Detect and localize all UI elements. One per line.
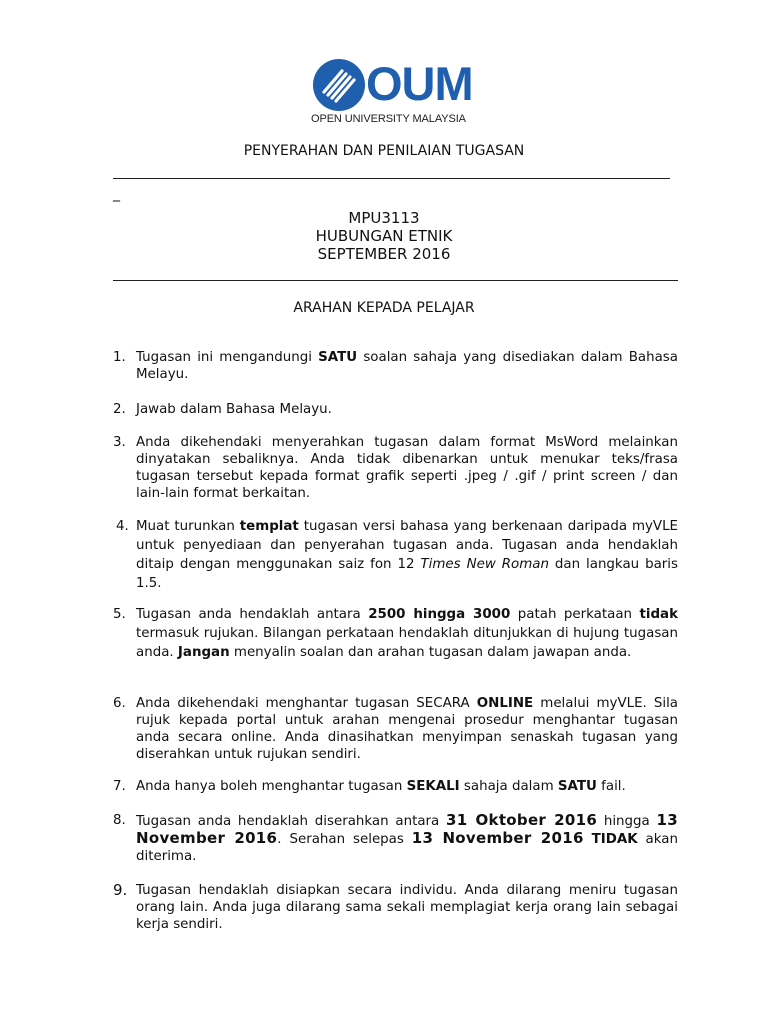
oum-emblem-icon — [312, 58, 366, 112]
instruction-text: Anda dikehendaki menghantar tugasan SECARA ONLINE melalui myVLE. Sila rujuk kepada portal untuk arahan mengenai prosedur menghantar tugasan anda secara online. Anda dinasihatkan menyimpan senaskah tugasan yang diserahkan untuk rujukan sendiri. — [136, 696, 678, 762]
instruction-text: Jawab dalam Bahasa Melayu. — [136, 402, 332, 417]
instruction-8 — [113, 812, 678, 865]
instruction-1 — [113, 349, 678, 383]
instruction-text: Tugasan anda hendaklah antara 2500 hingga 3000 patah perkataan tidak termasuk rujukan. Bilangan perkataan hendaklah ditunjukkan di hujung tugasan anda. Jangan menyalin soalan dan arahan tugasan dalam jawapan anda. — [136, 607, 678, 660]
instruction-number: 2. — [113, 402, 126, 417]
instruction-number: 7. — [113, 779, 126, 794]
instruction-number: 6. — [113, 696, 126, 711]
instruction-text: Tugasan anda hendaklah diserahkan antara 31 Oktober 2016 hingga 13 November 2016. Serahan selepas 13 November 2016 TIDAK akan diterima. — [136, 811, 678, 864]
instruction-6 — [113, 695, 678, 763]
instruction-number: 5. — [113, 607, 126, 622]
instruction-number: 4. — [116, 519, 129, 534]
instruction-3 — [113, 434, 678, 502]
instruction-text: Anda dikehendaki menyerahkan tugasan dalam format MsWord melainkan dinyatakan sebaliknya. Anda tidak dibenarkan untuk menukar teks/frasa tugasan tersebut kepada format grafik seperti .jpeg / .gif / print screen / dan lain-lain format berkaitan. — [136, 435, 678, 501]
instruction-text: Anda hanya boleh menghantar tugasan SEKALI sahaja dalam SATU fail. — [136, 779, 626, 794]
instruction-number: 3. — [113, 435, 126, 450]
document-title: PENYERAHAN DAN PENILAIAN TUGASAN — [243, 143, 525, 159]
instruction-7 — [113, 778, 678, 795]
logo-wordmark: OUM — [366, 57, 473, 110]
title-rule — [113, 178, 670, 179]
instruction-text: Tugasan hendaklah disiapkan secara individu. Anda dilarang meniru tugasan orang lain. Anda juga dilarang sama sekali memplagiat kerja orang lain sebagai kerja sendiri. — [136, 883, 678, 932]
section-title: ARAHAN KEPADA PELAJAR — [293, 300, 475, 316]
instruction-5 — [113, 605, 678, 662]
course-rule — [113, 280, 678, 281]
instruction-4 — [113, 517, 678, 593]
course-semester: SEPTEMBER 2016 — [317, 245, 451, 263]
course-name: HUBUNGAN ETNIK — [315, 227, 453, 245]
instruction-2 — [113, 401, 678, 418]
instruction-number: 9. — [113, 881, 128, 899]
course-block — [0, 209, 768, 263]
instruction-number: 8. — [113, 813, 126, 828]
instruction-9 — [113, 882, 678, 933]
instruction-text: Tugasan ini mengandungi SATU soalan sahaja yang disediakan dalam Bahasa Melayu. — [136, 350, 678, 382]
instruction-number: 1. — [113, 350, 126, 365]
title-dash: _ — [113, 186, 120, 202]
course-code: MPU3113 — [348, 209, 420, 227]
oum-logo — [311, 58, 481, 128]
logo-subtitle: OPEN UNIVERSITY MALAYSIA — [311, 113, 466, 125]
instruction-text: Muat turunkan templat tugasan versi bahasa yang berkenaan daripada myVLE untuk penyediaan dan penyerahan tugasan anda. Tugasan anda hendaklah ditaip dengan menggunakan saiz fon 12 Times New Roman dan langkau baris 1.5. — [136, 519, 679, 591]
